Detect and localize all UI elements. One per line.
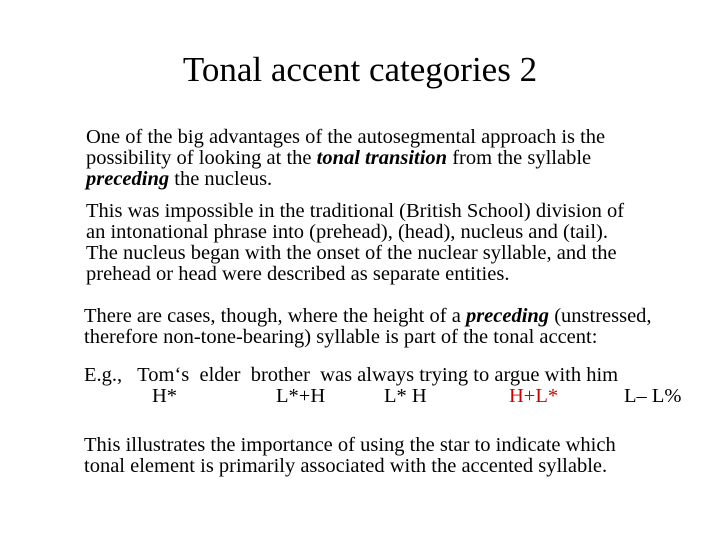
- text-run: (unstressed,: [549, 305, 652, 327]
- paragraph-line: [86, 169, 605, 190]
- paragraph-line: This was impossible in the traditional (British School) division of: [86, 200, 625, 222]
- tone-label-h-plus-l-star: H+L*: [509, 385, 559, 407]
- text-run: possibility of looking at the: [86, 147, 317, 169]
- tone-label-l-star-plus-h: L*+H: [276, 385, 326, 407]
- paragraph-line: [86, 148, 605, 169]
- paragraph-line: tonal element is primarily associated with the accented syllable.: [84, 455, 608, 477]
- paragraph-line: This illustrates the importance of using the star to indicate which: [84, 434, 616, 456]
- slide-title: Tonal accent categories 2: [182, 50, 538, 89]
- paragraph-line: therefore non-tone-bearing) syllable is part of the tonal accent:: [84, 326, 598, 348]
- tone-label-l-l-percent: L– L%: [624, 385, 682, 407]
- example-sentence: E.g., Tom‘s elder brother was always trying to argue with him: [84, 364, 619, 386]
- emphasis-preceding: preceding: [465, 305, 550, 327]
- paragraph-line: an intonational phrase into (prehead), (head), nucleus and (tail).: [86, 221, 608, 243]
- tone-label-l-star-h: L* H: [384, 385, 427, 407]
- paragraph-line: prehead or head were described as separate entities.: [86, 263, 510, 285]
- tone-label-h-star: H*: [152, 385, 178, 407]
- paragraph-line: The nucleus began with the onset of the nuclear syllable, and the: [86, 242, 617, 264]
- paragraph-line: [84, 306, 652, 327]
- paragraph-preceding-cases: [84, 306, 652, 348]
- emphasis-tonal-transition: tonal transition: [316, 147, 448, 169]
- paragraph-autosegmental-advantage: [86, 127, 605, 190]
- emphasis-preceding: preceding: [86, 168, 170, 190]
- text-run: the nucleus.: [169, 168, 273, 190]
- paragraph-star-importance: [84, 435, 616, 477]
- text-run: There are cases, though, where the height of a: [84, 305, 466, 327]
- text-run: from the syllable: [447, 147, 592, 169]
- paragraph-british-school: [86, 201, 624, 285]
- paragraph-line: One of the big advantages of the autosegmental approach is the: [86, 126, 606, 148]
